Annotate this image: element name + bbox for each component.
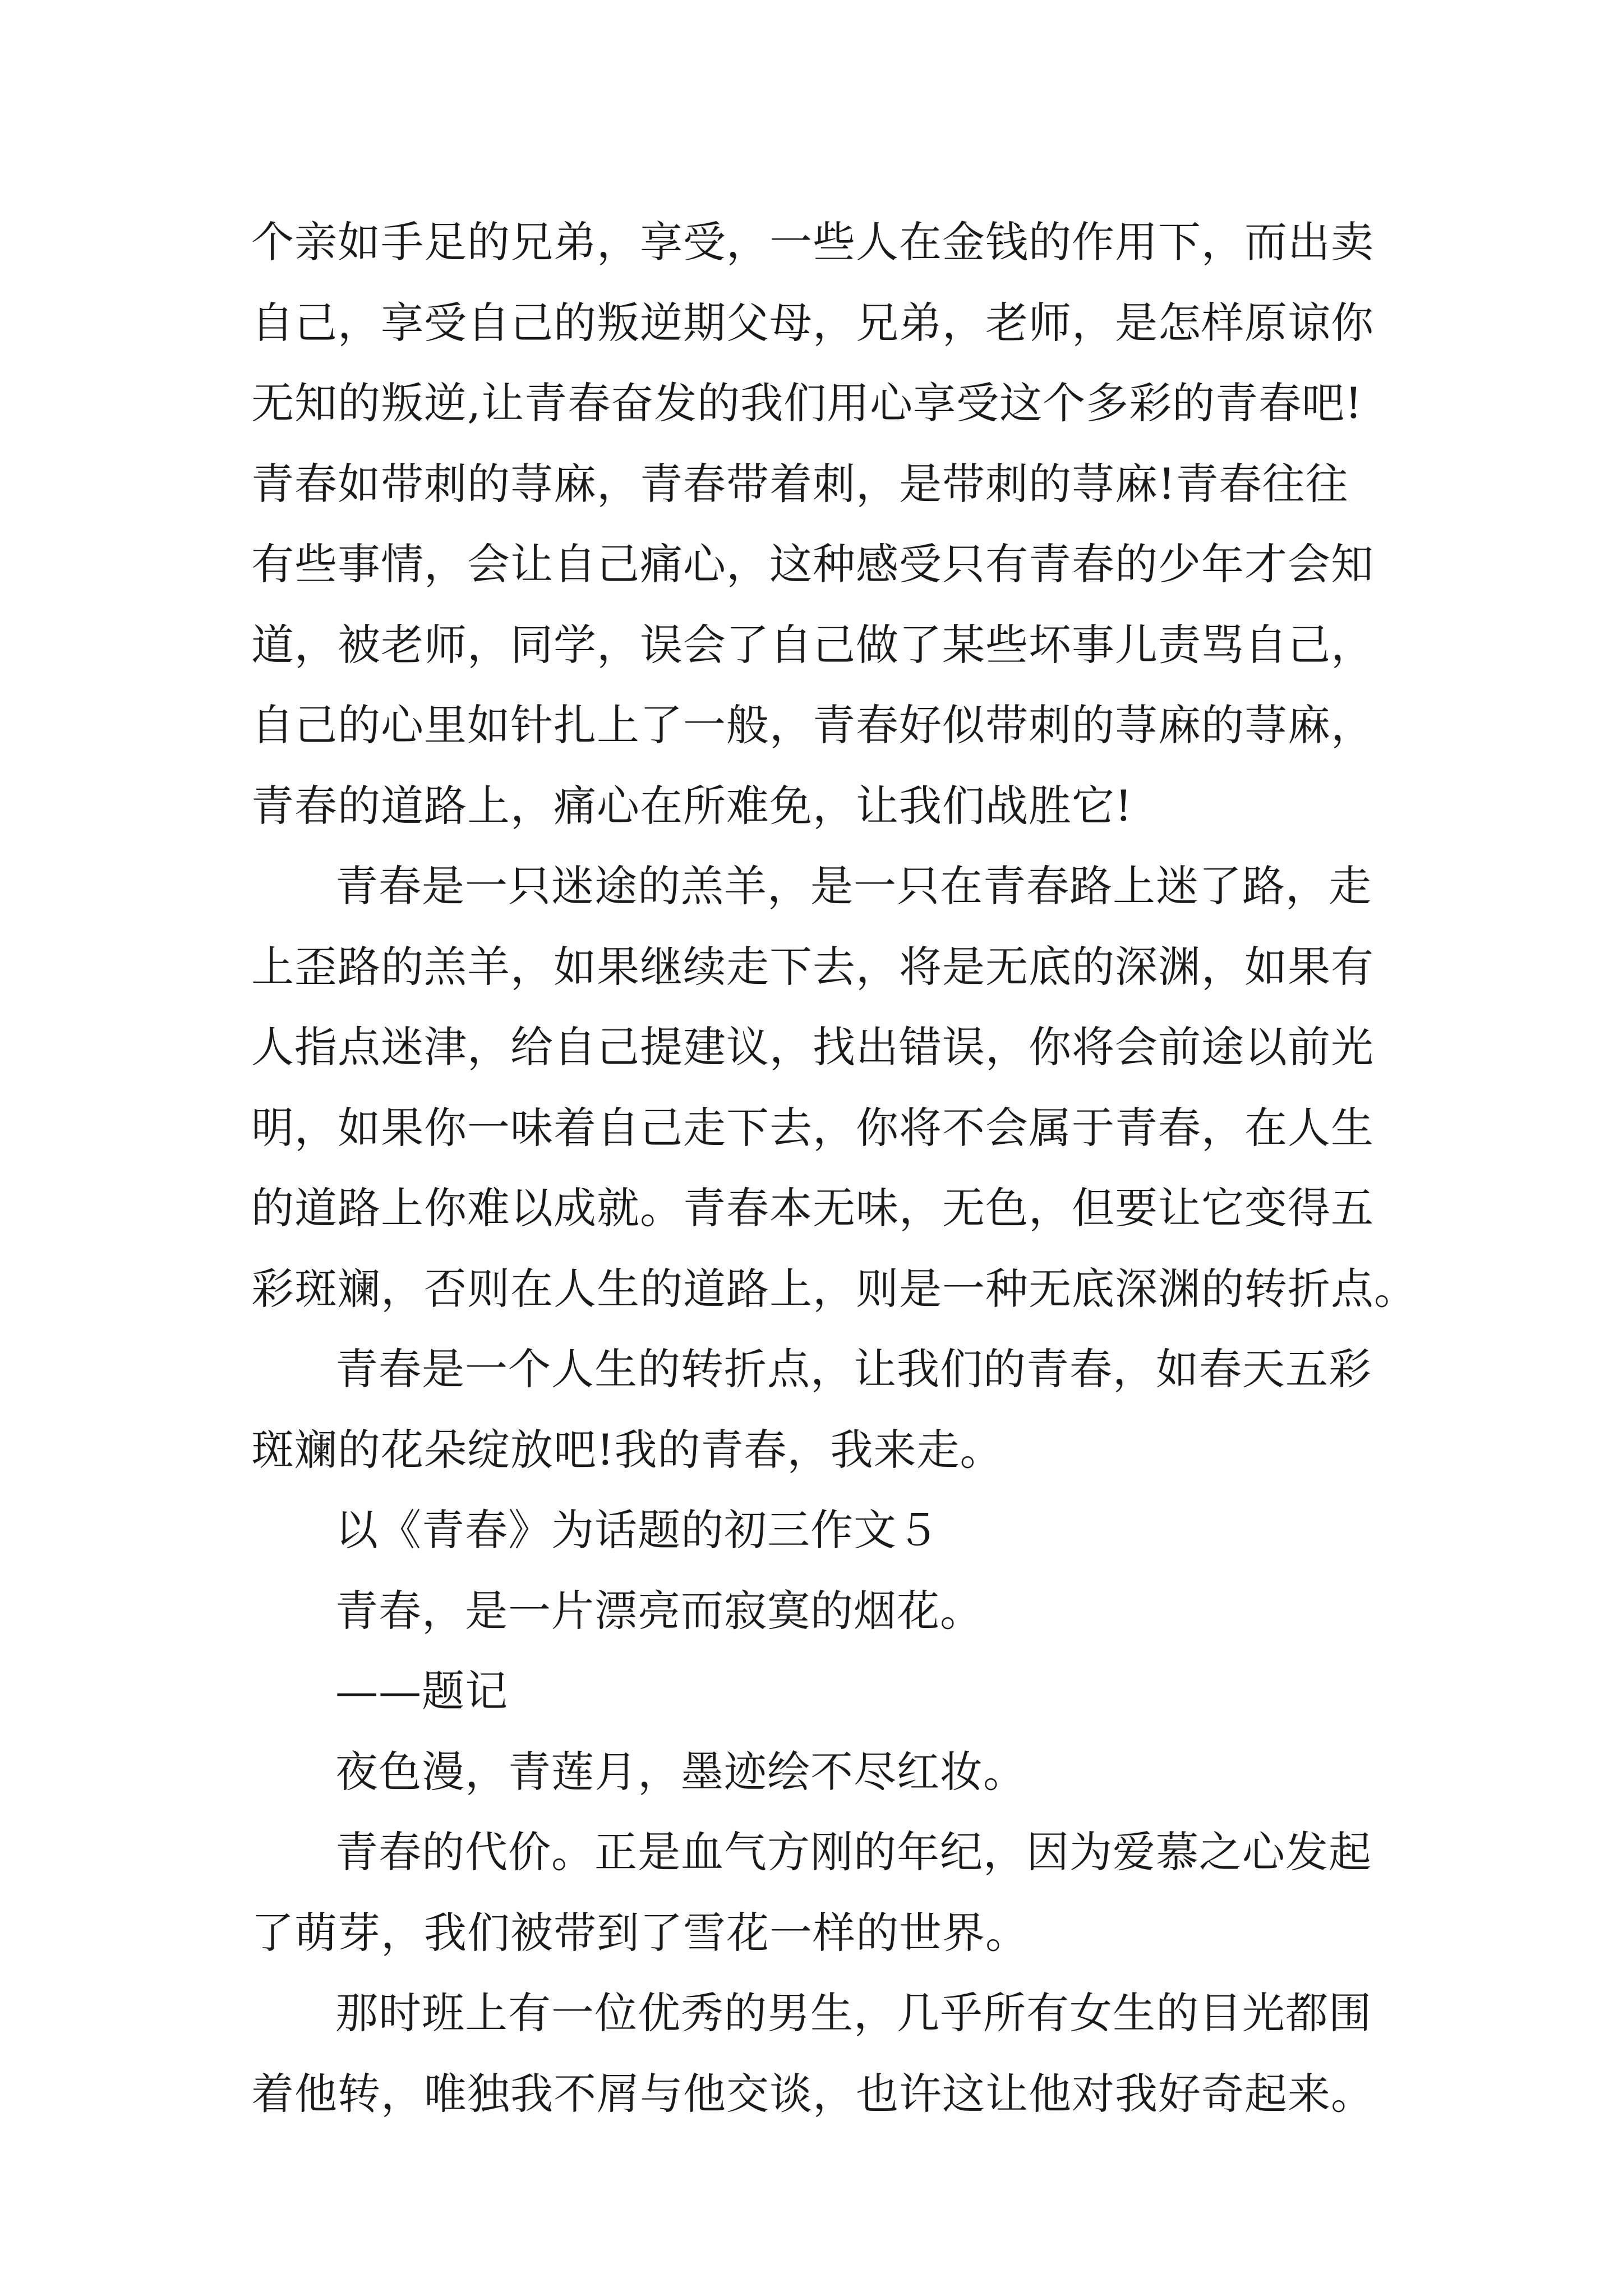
paragraph-start-line: 青春是一个人生的转折点，让我们的青春，如春天五彩 bbox=[335, 1344, 1372, 1394]
text-line: 斑斓的花朵绽放吧!我的青春，我来走。 bbox=[251, 1424, 1003, 1475]
epigraph-attribution: ——题记 bbox=[335, 1666, 508, 1716]
text-line: 自己，享受自己的叛逆期父母，兄弟，老师，是怎样原谅你 bbox=[251, 297, 1374, 348]
paragraph-start-line: 青春是一只迷途的羔羊，是一只在青春路上迷了路，走 bbox=[335, 861, 1372, 911]
text-line: 人指点迷津，给自己提建议，找出错误，你将会前途以前光 bbox=[251, 1022, 1374, 1072]
epigraph: 青春，是一片漂亮而寂寞的烟花。 bbox=[335, 1585, 983, 1636]
essay-title: 以《青春》为话题的初三作文５ bbox=[335, 1505, 940, 1555]
paragraph-start-line: 那时班上有一位优秀的男生，几乎所有女生的目光都围 bbox=[335, 1988, 1372, 2038]
paragraph-start-line: 青春的代价。正是血气方刚的年纪，因为爱慕之心发起 bbox=[335, 1827, 1372, 1877]
text-line: 了萌芽，我们被带到了雪花一样的世界。 bbox=[251, 1907, 1029, 1958]
text-line: 青春如带刺的荨麻，青春带着刺，是带刺的荨麻!青春往往 bbox=[251, 458, 1349, 509]
text-line: 青春的道路上，痛心在所难免，让我们战胜它! bbox=[251, 780, 1133, 831]
text-line: 着他转，唯独我不屑与他交谈，也许这让他对我好奇起来。 bbox=[251, 2068, 1374, 2119]
text-line: 无知的叛逆,让青春奋发的我们用心享受这个多彩的青春吧! bbox=[251, 378, 1363, 428]
text-line: 个亲如手足的兄弟，享受，一些人在金钱的作用下，而出卖 bbox=[251, 217, 1374, 267]
text-line: 上歪路的羔羊，如果继续走下去，将是无底的深渊，如果有 bbox=[251, 941, 1374, 992]
text-line: 有些事情，会让自己痛心，这种感受只有青春的少年才会知 bbox=[251, 539, 1374, 589]
text-line: 的道路上你难以成就。青春本无味，无色，但要让它变得五 bbox=[251, 1183, 1374, 1233]
text-line: 明，如果你一味着自己走下去，你将不会属于青春，在人生 bbox=[251, 1102, 1374, 1153]
text-line: 道，被老师，同学，误会了自己做了某些坏事儿责骂自己， bbox=[251, 619, 1374, 670]
text-line: 自己的心里如针扎上了一般，青春好似带刺的荨麻的荨麻， bbox=[251, 700, 1374, 750]
essay-text bbox=[251, 202, 1417, 2134]
text-line: 彩斑斓，否则在人生的道路上，则是一种无底深渊的转折点。 bbox=[251, 1263, 1417, 1314]
paragraph-start-line: 夜色漫，青莲月，墨迹绘不尽红妆。 bbox=[335, 1746, 1026, 1797]
